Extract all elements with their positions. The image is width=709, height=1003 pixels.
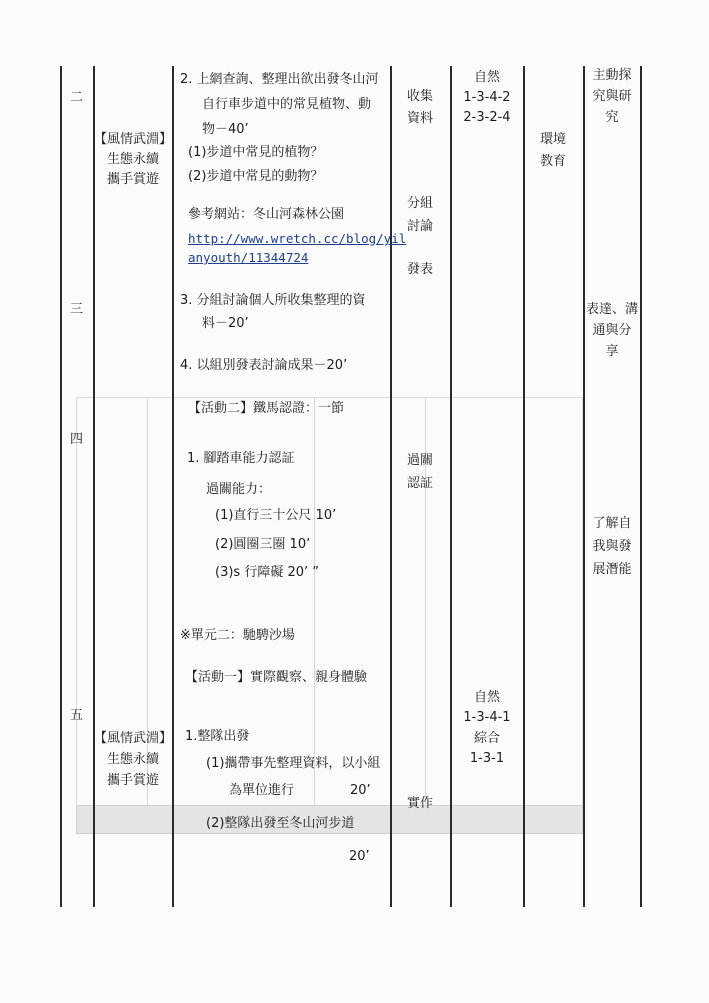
cert-item-1: 1. 腳踏車能力認証	[187, 451, 295, 466]
method-collect: 收集	[406, 89, 433, 104]
integration-code: 1-3-4-1	[463, 710, 511, 725]
step-1-sub-2: (2)整隊出發至冬山河步道	[206, 816, 355, 831]
method-practice: 實作	[406, 796, 433, 811]
cert-task-2: (2)圓圈三圈 10’	[215, 537, 311, 552]
table-border-integration	[523, 66, 525, 907]
unit-line: 攜手賞遊	[106, 172, 159, 187]
step-1-sub-1-cont: 為單位進行	[229, 783, 295, 798]
integration-subject: 綜合	[473, 731, 500, 746]
ability-text: 究	[605, 110, 619, 125]
table-border-issue	[583, 66, 585, 907]
method-group: 分組	[406, 196, 433, 211]
week-2: 二	[69, 90, 83, 105]
item-2-line-2: 自行車步道中的常見植物、動	[202, 97, 372, 112]
method-group-2: 討論	[406, 219, 433, 234]
item-2-line-3: 物－40’	[202, 122, 249, 137]
ability-text: 展潛能	[592, 562, 632, 577]
table-border-right	[640, 66, 642, 907]
item-2-line-1: 2. 上網查詢、整理出欲出發冬山河	[180, 72, 379, 87]
item-3-line-2: 料－20’	[202, 316, 249, 331]
issue-edu: 教育	[539, 154, 566, 169]
ability-text: 究與研	[592, 89, 632, 104]
activity-1-title: 【活動一】實際觀察、親身體驗	[185, 670, 368, 685]
unit-line: 生態永續	[106, 152, 159, 167]
step-1-sub-1-time: 20’	[350, 783, 371, 798]
cert-task-3: (3)s 行障礙 20’ ”	[215, 565, 319, 580]
integration-code: 1-3-1	[469, 751, 505, 766]
ability-text: 主動探	[592, 68, 632, 83]
week-5: 五	[69, 708, 83, 723]
unit-line: 生態永續	[106, 752, 159, 767]
step-1-sub-1: (1)攜帶事先整理資料，以小組	[206, 756, 381, 771]
reference-label: 參考網站：冬山河森林公園	[188, 207, 345, 222]
ability-text: 了解自	[592, 516, 632, 531]
sub-item-animals: (2)步道中常見的動物？	[188, 169, 324, 184]
integration-code: 2-3-2-4	[463, 110, 511, 125]
cert-task-1: (1)直行三十公尺 10’	[215, 508, 337, 523]
method-present: 發表	[406, 262, 433, 277]
activity-2-title: 【活動二】鐵馬認證：一節	[188, 401, 345, 416]
table-border-method	[450, 66, 452, 907]
item-3-line-1: 3. 分組討論個人所收集整理的資	[180, 293, 366, 308]
ability-text: 表達、溝	[585, 302, 638, 317]
table-border-left	[60, 66, 62, 907]
ability-text: 通與分	[592, 323, 632, 338]
integration-code: 1-3-4-2	[463, 90, 511, 105]
ability-text: 我與發	[592, 539, 632, 554]
week-3: 三	[69, 302, 83, 317]
week-4: 四	[69, 432, 83, 447]
unit-title: 【風情武淵】	[93, 731, 172, 746]
step-1: 1.整隊出發	[185, 729, 250, 744]
reference-link-line-2[interactable]: anyouth/11344724	[188, 250, 309, 265]
reference-link-line-1[interactable]: http://www.wretch.cc/blog/yil	[188, 231, 407, 246]
integration-subject: 自然	[473, 690, 500, 705]
cert-ability-label: 過關能力：	[206, 482, 272, 497]
ability-text: 享	[605, 344, 619, 359]
step-1-sub-2-time: 20’	[349, 849, 370, 864]
unit-title: 【風情武淵】	[93, 132, 172, 147]
issue-env: 環境	[539, 132, 566, 147]
sub-item-plants: (1)步道中常見的植物？	[188, 145, 324, 160]
method-collect-2: 資料	[406, 111, 433, 126]
method-pass: 過關	[406, 453, 433, 468]
method-pass-2: 認証	[406, 476, 433, 491]
item-4: 4. 以組別發表討論成果－20’	[180, 358, 348, 373]
unit-line: 攜手賞遊	[106, 773, 159, 788]
unit-2-title: ※單元二：馳騁沙場	[180, 628, 295, 643]
integration-subject: 自然	[473, 70, 500, 85]
